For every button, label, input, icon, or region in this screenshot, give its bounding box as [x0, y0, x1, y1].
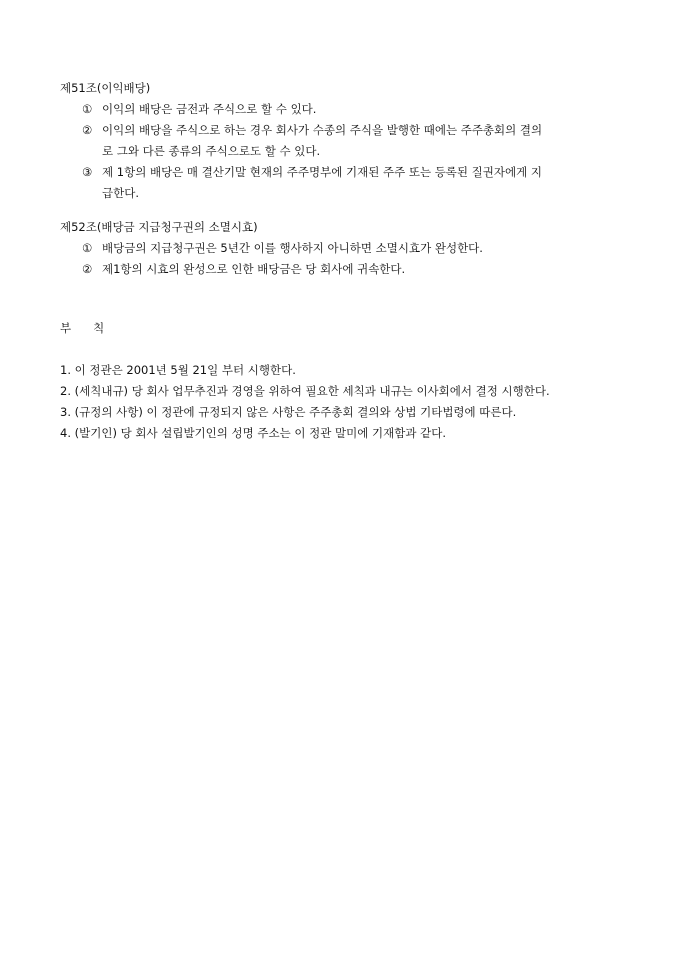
item-number: ③: [82, 165, 93, 179]
item-number: ①: [82, 102, 93, 116]
supplementary-item-1: 1. 이 정관은 2001년 5월 21일 부터 시행한다.: [60, 363, 296, 377]
article-52-title: 제52조(배당금 지급청구권의 소멸시효): [60, 220, 258, 234]
article-51: [60, 78, 624, 204]
item-text-line-1: 이익의 배당을 주식으로 하는 경우 회사가 수종의 주식을 발행한 때에는 주주총회의 결의: [102, 123, 543, 137]
article-51-item-2: [60, 120, 624, 162]
supplementary-item-4: 4. (발기인) 당 회사 설립발기인의 성명 주소는 이 정관 말미에 기재함과 같다.: [60, 426, 446, 440]
article-51-title: 제51조(이익배당): [60, 81, 151, 95]
supplementary-heading-right: 칙: [93, 321, 105, 335]
item-number: ②: [82, 262, 93, 276]
supplementary-item-3: 3. (규정의 사항) 이 정관에 규정되지 않은 사항은 주주총회 결의와 상법 기타법령에 따른다.: [60, 405, 517, 419]
article-52-item-2: [60, 259, 624, 280]
item-text-line-1: 제 1항의 배당은 매 결산기말 현재의 주주명부에 기재된 주주 또는 등록된 질권자에게 지: [102, 165, 542, 179]
supplementary-heading-left: 부: [60, 321, 72, 335]
item-text: 제1항의 시효의 완성으로 인한 배당금은 당 회사에 귀속한다.: [102, 262, 406, 276]
item-text: 배당금의 지급청구권은 5년간 이를 행사하지 아니하면 소멸시효가 완성한다.: [102, 241, 483, 255]
item-number: ②: [82, 123, 93, 137]
supplementary-heading: [60, 318, 104, 339]
item-text: 이익의 배당은 금전과 주식으로 할 수 있다.: [102, 102, 317, 116]
article-51-item-3: [60, 162, 624, 204]
supplementary-item-2: 2. (세칙내규) 당 회사 업무추진과 경영을 위하여 필요한 세칙과 내규는 이사회에서 결정 시행한다.: [60, 384, 550, 398]
article-52: [60, 217, 624, 280]
item-number: ①: [82, 241, 93, 255]
article-51-item-1: [60, 99, 624, 120]
article-52-item-1: [60, 238, 624, 259]
item-text-line-2: 급한다.: [102, 186, 139, 200]
supplementary-list: [60, 360, 624, 444]
item-text-line-2: 로 그와 다른 종류의 주식으로도 할 수 있다.: [102, 144, 321, 158]
